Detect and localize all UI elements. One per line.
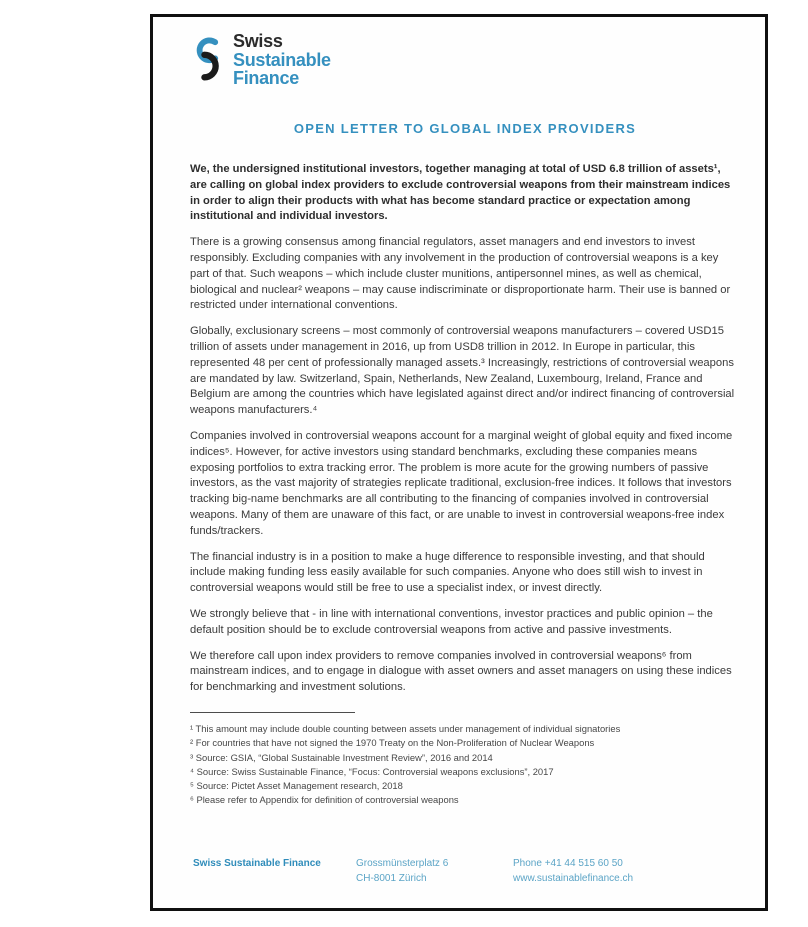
letter-body — [190, 162, 740, 696]
footnotes-block — [190, 722, 740, 808]
footer-org-name: Swiss Sustainable Finance — [193, 858, 321, 869]
letter-title: OPEN LETTER TO GLOBAL INDEX PROVIDERS — [293, 121, 637, 136]
paragraph-index-weight: Companies involved in controversial weapons account for a marginal weight of global equity and fixed income indices⁵. However, for active investors using standard benchmarks, excluding these companies means exposing portfolios to extra tracking error. The problem is more acute for the growing numbers of passive investors, as the vast majority of strategies replicate traditional, exclusion-free indices. It follows that investors tracking big-name benchmarks are all contributing to the financing of companies involved in controversial weapons. Many of them are unaware of this fact, or are unable to invest in controversial weapons-free index funds/trackers. — [190, 429, 733, 537]
footer-address — [356, 856, 513, 886]
footnote-5: ⁵ Source: Pictet Asset Management research, 2018 — [190, 780, 403, 792]
paragraph-financial-industry: The financial industry is in a position to make a huge difference to responsible investing, and that should include making funding less easily available for such companies. Anyone who does still wish to invest in controversial weapons would still be free to use a specialist index, or invest directly. — [190, 550, 705, 595]
footer-website: www.sustainablefinance.ch — [513, 873, 634, 884]
footnote-6: ⁶ Please refer to Appendix for definition of controversial weapons — [190, 794, 459, 806]
ssf-logo-icon — [190, 34, 226, 90]
logo-word-sustainable: Sustainable — [233, 49, 331, 70]
paragraph-belief: We strongly believe that - in line with international conventions, investor practices and public opinion – the default position should be to exclude controversial weapons from active and passive investments. — [190, 607, 713, 636]
footer-address-street: Grossmünsterplatz 6 — [356, 858, 449, 869]
ssf-logo — [190, 32, 740, 90]
footnote-4: ⁴ Source: Swiss Sustainable Finance, “Focus: Controversial weapons exclusions”, 2017 — [190, 765, 554, 777]
paragraph-consensus: There is a growing consensus among financial regulators, asset managers and end investors to invest responsibly. Excluding companies with any involvement in the production of controversial weapons is a key part of that. Such weapons – which include cluster munitions, antipersonnel mines, as well as chemical, biological and nuclear² weapons – may cause indiscriminate or disproportionate harm. Their use is banned or restricted under international conventions. — [190, 236, 731, 312]
footer-contact — [513, 856, 633, 886]
footer-phone: Phone +41 44 515 60 50 — [513, 858, 623, 869]
footnote-separator — [190, 712, 355, 713]
logo-word-swiss: Swiss — [233, 31, 283, 51]
paragraph-exclusionary-screens: Globally, exclusionary screens – most commonly of controversial weapons manufacturers – covered USD15 trillion of assets under management in 2016, up from USD8 trillion in 2012. In Europe in particular, this represented 48 per cent of professionally managed assets.³ Increasingly, restrictions of controversial weapons are mandated by law. Switzerland, Spain, Netherlands, New Zealand, Luxembourg, Ireland, France and Belgium are among the countries which have legislated against direct and/or indirect financing of controversial weapons manufacturers.⁴ — [190, 325, 735, 417]
letter-page — [150, 14, 768, 911]
footnote-3: ³ Source: GSIA, “Global Sustainable Investment Review”, 2016 and 2014 — [190, 751, 493, 763]
paragraph-intro: We, the undersigned institutional investors, together managing at total of USD 6.8 trillion of assets¹, are calling on global index providers to exclude controversial weapons from their mainstream indices in order to align their products with what has become standard practice or expectation among institutional and individual investors. — [190, 163, 731, 223]
letter-footer — [193, 856, 748, 886]
paragraph-call-to-action: We therefore call upon index providers to remove companies involved in controversial weapons⁶ from mainstream indices, and to engage in dialogue with asset owners and asset managers on using these indices for benchmarking and investment solutions. — [190, 649, 732, 694]
ssf-logo-wordmark — [233, 32, 331, 88]
footnote-1: ¹ This amount may include double counting between assets under management of individual signatories — [190, 722, 621, 734]
footer-address-city: CH-8001 Zürich — [356, 873, 427, 884]
logo-word-finance: Finance — [233, 68, 299, 88]
footnote-2: ² For countries that have not signed the 1970 Treaty on the Non-Proliferation of Nuclear Weapons — [190, 737, 595, 749]
